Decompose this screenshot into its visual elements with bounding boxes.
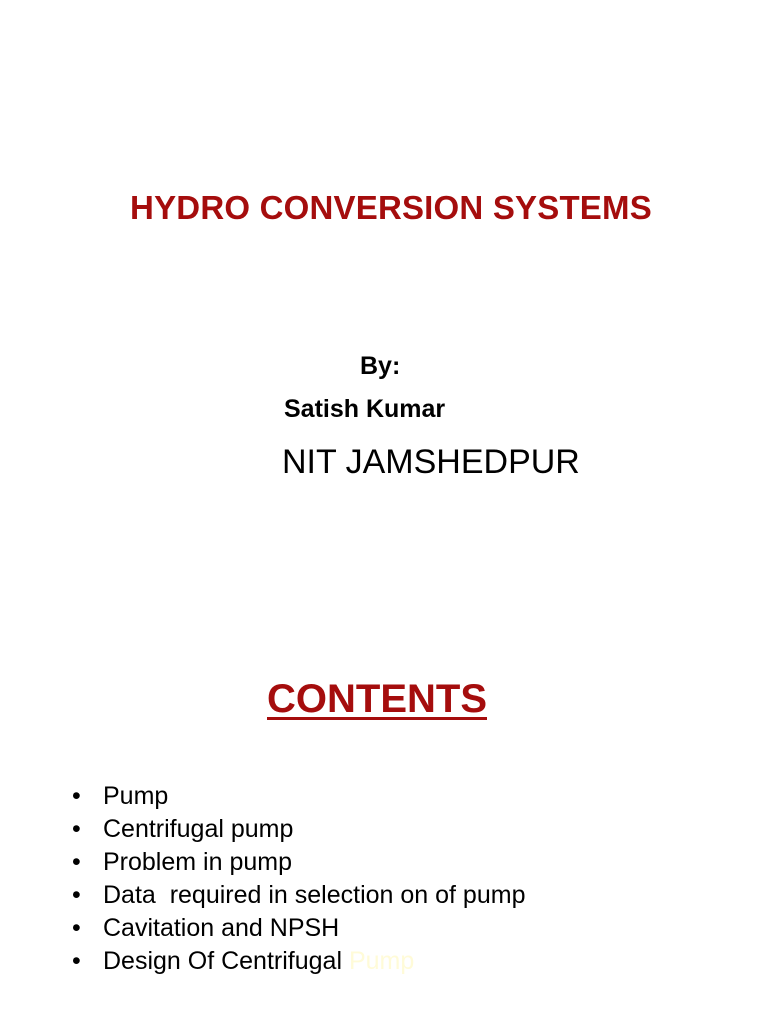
slide-title: HYDRO CONVERSION SYSTEMS [130,189,652,226]
contents-heading: CONTENTS [267,677,487,721]
list-item [72,846,525,879]
list-item-label: Pump [103,782,169,810]
contents-list [72,780,525,978]
institution-name: NIT JAMSHEDPUR [282,443,580,481]
list-item-label: Cavitation and NPSH [103,914,340,942]
author-name: Satish Kumar [284,395,446,423]
list-item [72,780,525,813]
list-item [72,912,525,945]
by-label: By: [360,352,401,380]
list-item [72,945,525,978]
bullet-icon: • [72,782,81,810]
list-item-label: Data required in selection on of pump [103,881,526,909]
list-item-label: Centrifugal pump [103,815,294,843]
bullet-icon: • [72,914,81,942]
bullet-icon: • [72,815,81,843]
bullet-icon: • [72,947,81,975]
list-item-label: Problem in pump [103,848,292,876]
list-item-label: Design Of Centrifugal [103,947,349,975]
bullet-icon: • [72,848,81,876]
list-item [72,813,525,846]
bullet-icon: • [72,881,81,909]
faded-list-word: Pump [348,947,415,975]
list-item [72,879,525,912]
